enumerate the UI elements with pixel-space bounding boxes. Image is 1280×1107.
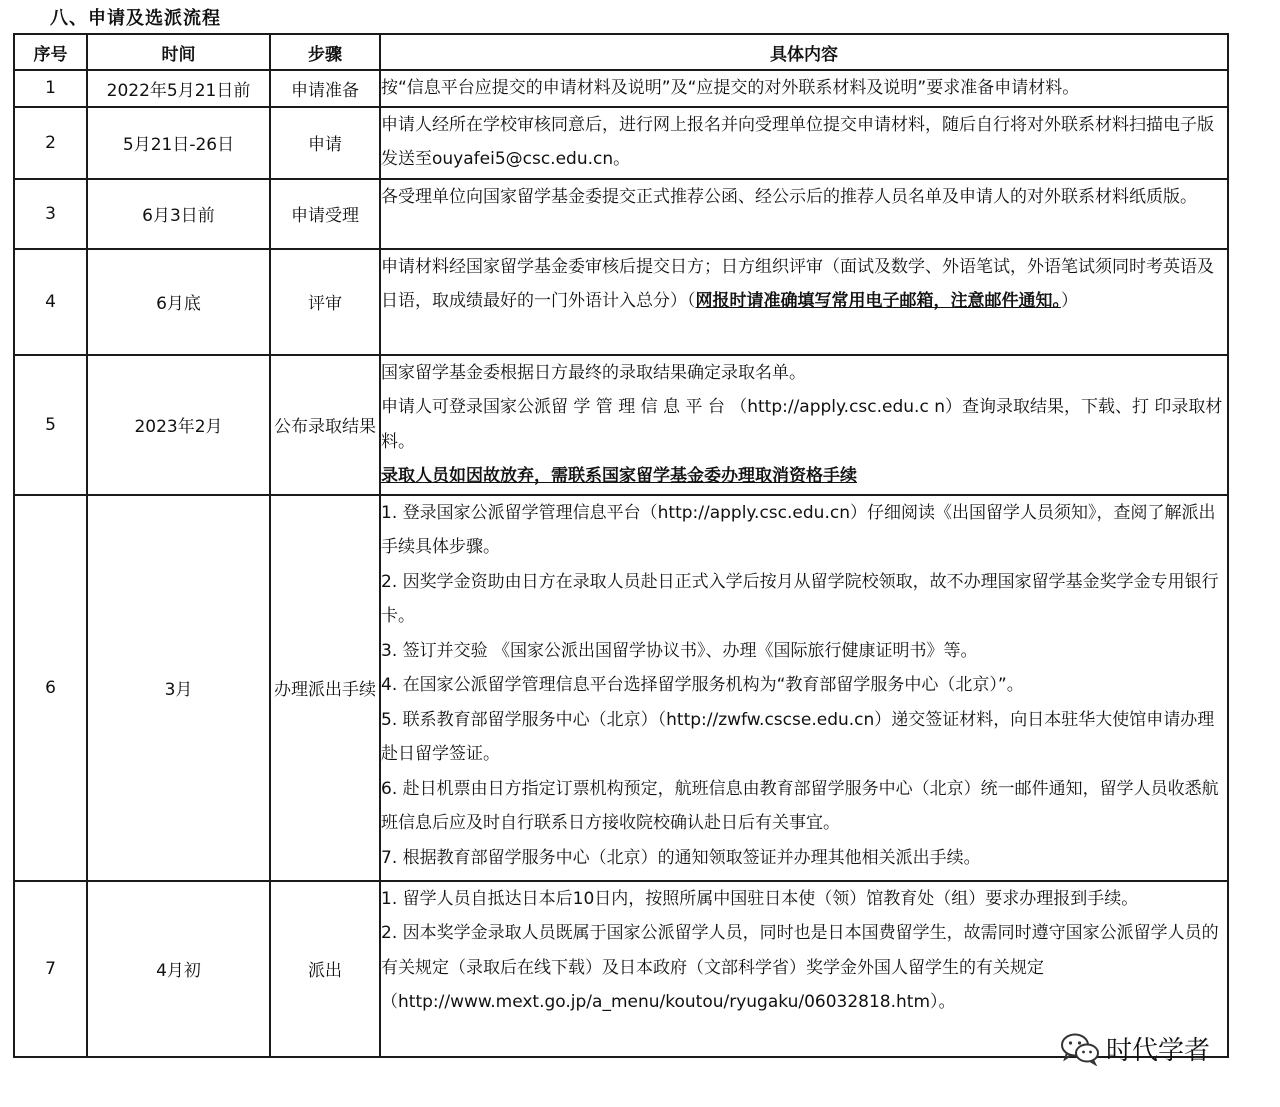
row-content [380, 495, 1228, 881]
table-row [14, 355, 1228, 495]
header-content: 具体内容 [380, 34, 1228, 70]
content-text-tail: ） [1061, 291, 1078, 311]
content-paragraph [381, 882, 1227, 917]
row-number: 2 [14, 107, 87, 179]
row-content [380, 70, 1228, 107]
row-number: 1 [14, 70, 87, 107]
content-text: 国家留学基金委根据日方最终的录取结果确定录取名单。 [381, 362, 806, 383]
row-number: 7 [14, 881, 87, 1057]
table-row [14, 495, 1228, 881]
content-paragraph [381, 108, 1227, 177]
content-text: 各受理单位向国家留学基金委提交正式推荐公函、经公示后的推荐人员名单及申请人的对外联系材料纸质版。 [381, 186, 1197, 207]
row-content [380, 355, 1228, 495]
content-text: 5. 联系教育部留学服务中心（北京）（http://zwfw.cscse.edu.cn）递交签证材料，向日本驻华大使馆申请办理赴日留学签证。 [381, 709, 1215, 764]
row-content [380, 107, 1228, 179]
content-text: 2. 因奖学金资助由日方在录取人员赴日正式入学后按月从留学院校领取，故不办理国家留学基金奖学金专用银行卡。 [381, 571, 1219, 626]
content-paragraph [381, 180, 1227, 215]
table-row [14, 107, 1228, 179]
content-paragraph [381, 390, 1227, 459]
wechat-icon [1060, 1032, 1100, 1066]
row-time: 2022年5月21日前 [87, 70, 270, 107]
content-text: 1. 留学人员自抵达日本后10日内，按照所属中国驻日本使（领）馆教育处（组）要求办理报到手续。 [381, 888, 1139, 909]
content-paragraph [381, 356, 1227, 391]
row-step: 申请准备 [270, 70, 380, 107]
table-row [14, 70, 1228, 107]
content-text: 2. 因本奖学金录取人员既属于国家公派留学人员，同时也是日本国费留学生，故需同时遵守国家公派留学人员的有关规定（录取后在线下载）及日本政府（文部科学省）奖学金外国人留学生的有关规定（http://www.mext.go.jp/a_menu/koutou/ryugaku/06032818.htm）。 [381, 923, 1219, 1012]
row-time: 5月21日-26日 [87, 107, 270, 179]
row-step: 公布录取结果 [270, 355, 380, 495]
row-time: 3月 [87, 495, 270, 881]
content-paragraph [381, 71, 1227, 106]
table-row [14, 881, 1228, 1057]
process-table [13, 33, 1229, 1058]
content-text: 3. 签订并交验 《国家公派出国留学协议书》、办理《国际旅行健康证明书》等。 [381, 640, 978, 661]
table-row [14, 179, 1228, 249]
row-time: 4月初 [87, 881, 270, 1057]
content-paragraph [381, 703, 1227, 772]
content-paragraph [381, 916, 1227, 1020]
row-step: 申请受理 [270, 179, 380, 249]
row-number: 4 [14, 249, 87, 355]
content-text: 7. 根据教育部留学服务中心（北京）的通知领取签证并办理其他相关派出手续。 [381, 847, 981, 868]
row-content [380, 249, 1228, 355]
row-time: 6月3日前 [87, 179, 270, 249]
content-paragraph [381, 634, 1227, 669]
content-paragraph [381, 841, 1227, 876]
header-no: 序号 [14, 34, 87, 70]
content-text: 申请人经所在学校审核同意后，进行网上报名并向受理单位提交申请材料，随后自行将对外联系材料扫描电子版发送至ouyafei5@csc.edu.cn。 [381, 114, 1214, 169]
content-paragraph [381, 459, 1227, 494]
row-step: 申请 [270, 107, 380, 179]
row-number: 6 [14, 495, 87, 881]
header-time: 时间 [87, 34, 270, 70]
row-step: 评审 [270, 249, 380, 355]
header-step: 步骤 [270, 34, 380, 70]
content-paragraph [381, 772, 1227, 841]
content-text: 申请材料经国家留学基金委审核后提交日方；日方组织评审（面试及数学、外语笔试，外语笔试须同时考英语及日语，取成绩最好的一门外语计入总分）（ [381, 256, 1214, 311]
content-text: 6. 赴日机票由日方指定订票机构预定，航班信息由教育部留学服务中心（北京）统一邮件通知，留学人员收悉航班信息后应及时自行联系日方接收院校确认赴日后有关事宜。 [381, 778, 1219, 833]
content-paragraph [381, 668, 1227, 703]
section-title: 八、申请及选派流程 [50, 8, 221, 29]
row-content [380, 179, 1228, 249]
table-row [14, 249, 1228, 355]
row-step: 派出 [270, 881, 380, 1057]
emphasis-notice: 录取人员如因故放弃，需联系国家留学基金委办理取消资格手续 [381, 466, 857, 486]
row-step: 办理派出手续 [270, 495, 380, 881]
emphasis-notice: 网报时请准确填写常用电子邮箱，注意邮件通知。 [695, 291, 1061, 311]
watermark-text: 时代学者 [1106, 1036, 1211, 1066]
table-body [14, 70, 1228, 1057]
row-time: 6月底 [87, 249, 270, 355]
content-paragraph [381, 250, 1227, 319]
row-number: 5 [14, 355, 87, 495]
content-text: 1. 登录国家公派留学管理信息平台（http://apply.csc.edu.cn）仔细阅读《出国留学人员须知》，查阅了解派出手续具体步骤。 [381, 502, 1216, 557]
content-text: 申请人可登录国家公派留 学 管 理 信 息 平 台 （http://apply.csc.edu.c n）查询录取结果，下载、打 印录取材料。 [381, 397, 1223, 452]
content-paragraph [381, 496, 1227, 565]
content-paragraph [381, 565, 1227, 634]
row-number: 3 [14, 179, 87, 249]
content-text: 4. 在国家公派留学管理信息平台选择留学服务机构为“教育部留学服务中心（北京）”。 [381, 675, 1024, 695]
watermark [1060, 1030, 1210, 1067]
row-time: 2023年2月 [87, 355, 270, 495]
content-text: 按“信息平台应提交的申请材料及说明”及“应提交的对外联系材料及说明”要求准备申请材料。 [381, 78, 1080, 98]
table-header-row [14, 34, 1228, 70]
